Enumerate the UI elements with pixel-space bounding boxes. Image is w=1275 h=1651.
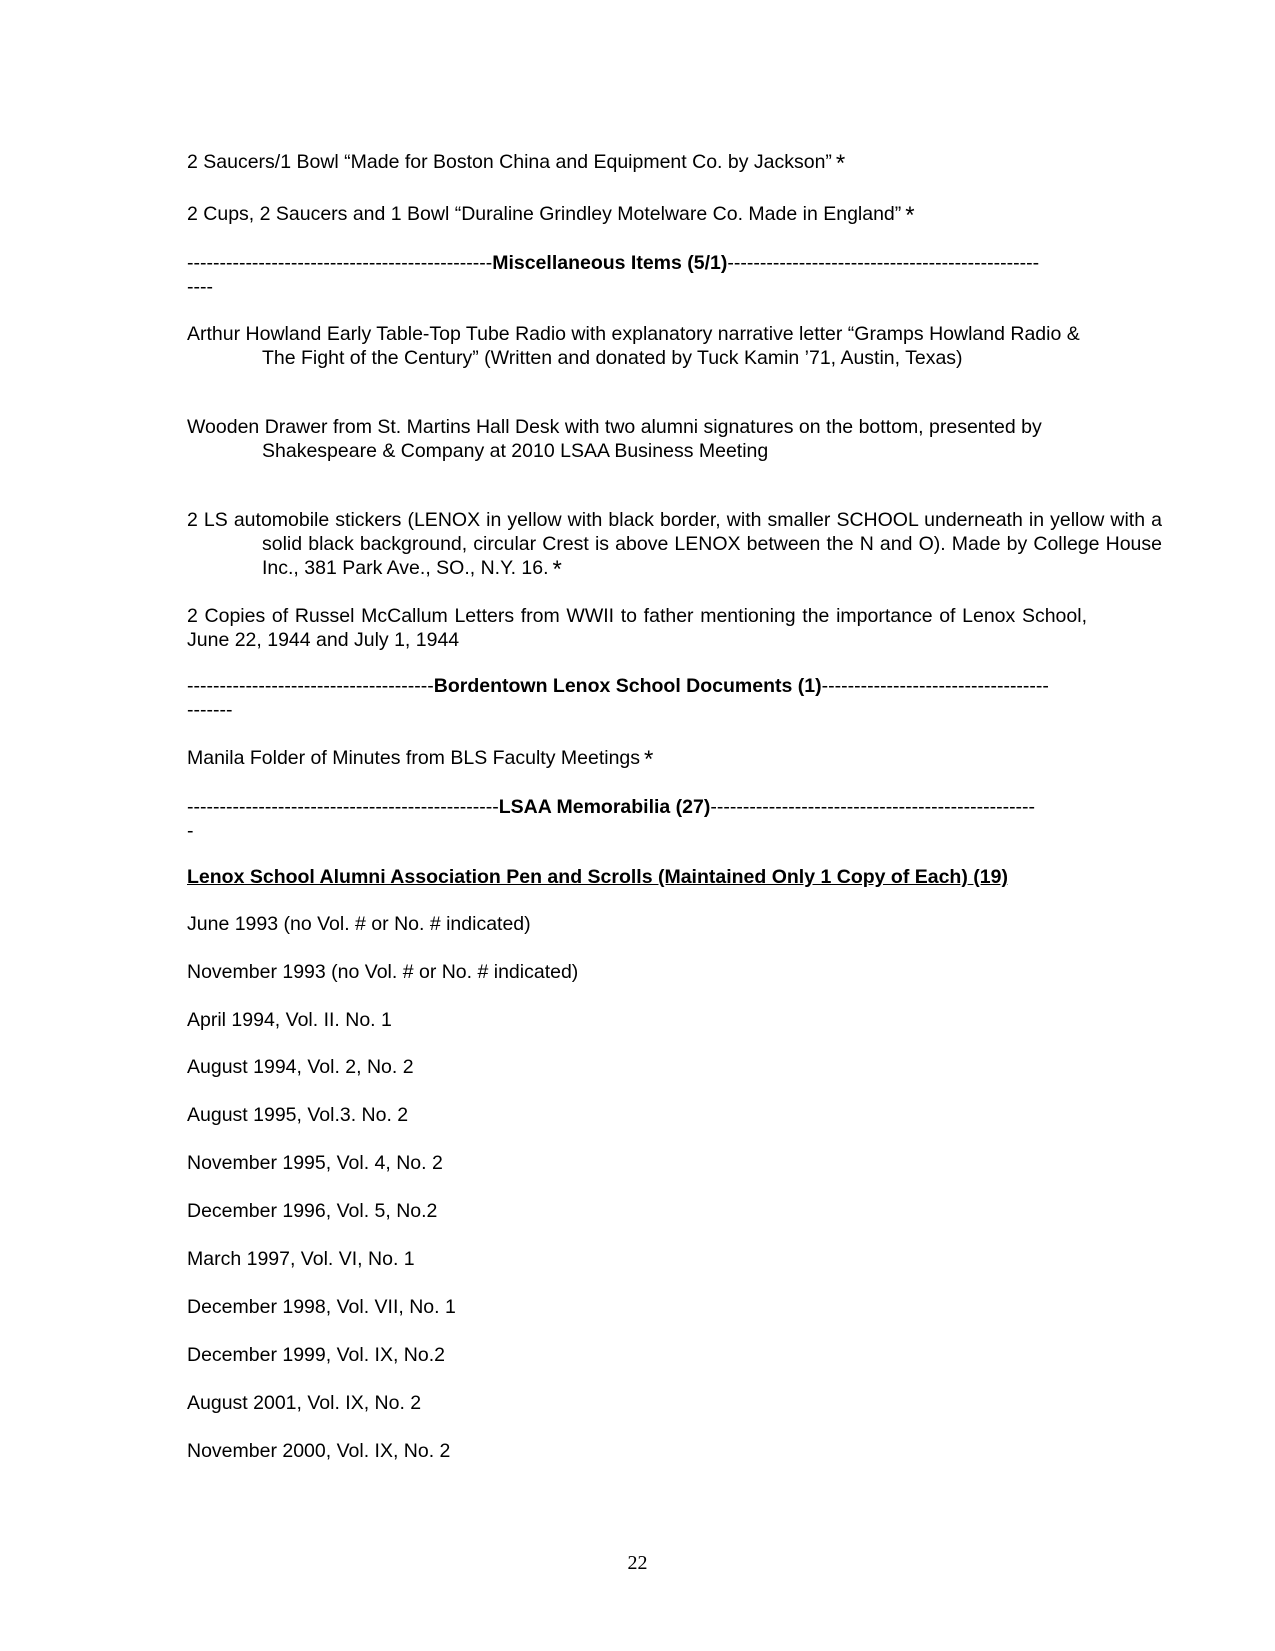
dash-rule: ------------------------------------------------ [187,796,499,818]
issue-text: November 2000, Vol. IX, No. 2 [187,1440,451,1462]
dash-rule-wrap: ---- [187,276,213,298]
dash-rule-wrap: - [187,820,194,842]
section-title: Bordentown Lenox School Documents (1) [433,675,822,697]
dash-rule: ----------------------------------- [821,675,1049,697]
issue-text: June 1993 (no Vol. # or No. # indicated) [187,913,531,935]
list-item [187,746,1087,773]
dash-rule-wrap: ------- [187,699,233,721]
item-text: 2 Cups, 2 Saucers and 1 Bowl “Duraline Grindley Motelware Co. Made in England” [187,203,902,225]
list-item [187,960,1087,984]
list-item [187,1439,1087,1463]
section-header-misc [187,251,1087,299]
list-item [187,322,1087,370]
list-item [187,1103,1087,1127]
list-item [187,1295,1087,1319]
issue-text: March 1997, Vol. VI, No. 1 [187,1248,415,1270]
list-item [187,1199,1087,1223]
list-item [187,1151,1087,1175]
list-item [187,1391,1087,1415]
item-text: 2 Copies of Russel McCallum Letters from WWII to father mentioning the importance of Lenox School, June 22, 1944 and July 1, 1944 [187,605,1087,651]
item-text-continued: Shakespeare & Company at 2010 LSAA Business Meeting [262,440,769,462]
list-item [187,912,1087,936]
item-text: 2 LS automobile stickers (LENOX in yellow with black border, with smaller SCHOOL underneath in yellow with a solid black background, circular Crest is above LENOX between the N and O). Made by College House Inc., 381 Park Ave., SO., N.Y. 16. [187,509,1162,579]
item-text: Arthur Howland Early Table-Top Tube Radio with explanatory narrative letter “Gramps Howland Radio & [187,323,1080,345]
list-item [187,1343,1087,1367]
dash-rule: ------------------------------------------------ [727,252,1040,274]
asterisk-mark: * [835,150,846,177]
issue-text: November 1993 (no Vol. # or No. # indicated) [187,961,579,983]
list-item [187,202,1087,229]
item-text: 2 Saucers/1 Bowl “Made for Boston China and Equipment Co. by Jackson” [187,151,832,173]
item-text: Manila Folder of Minutes from BLS Faculty Meetings [187,747,641,769]
issue-text: December 1996, Vol. 5, No.2 [187,1200,438,1222]
item-text: Wooden Drawer from St. Martins Hall Desk with two alumni signatures on the bottom, presented by [187,416,1042,438]
list-item [187,508,1162,583]
section-title: Miscellaneous Items (5/1) [492,252,728,274]
list-item [187,604,1087,652]
asterisk-mark: * [905,202,915,229]
issue-text: April 1994, Vol. II. No. 1 [187,1009,392,1031]
issue-text: August 1995, Vol.3. No. 2 [187,1104,409,1126]
section-header-bls [187,674,1087,722]
page-number: 22 [627,1552,648,1574]
subheading-text: Lenox School Alumni Association Pen and Scrolls (Maintained Only 1 Copy of Each) (19) [187,866,1008,888]
dash-rule: -------------------------------------- [187,675,434,697]
section-title: LSAA Memorabilia (27) [498,796,711,818]
issue-text: August 1994, Vol. 2, No. 2 [187,1056,414,1078]
issue-text: August 2001, Vol. IX, No. 2 [187,1392,422,1414]
asterisk-mark: * [644,746,654,773]
list-item [187,1055,1087,1079]
list-item [187,1008,1087,1032]
issue-text: November 1995, Vol. 4, No. 2 [187,1152,443,1174]
issue-text: December 1998, Vol. VII, No. 1 [187,1296,456,1318]
list-item [187,150,1087,177]
subheading [187,865,1087,889]
issue-text: December 1999, Vol. IX, No.2 [187,1344,445,1366]
item-text-continued: The Fight of the Century” (Written and donated by Tuck Kamin ’71, Austin, Texas) [262,347,963,369]
dash-rule: ----------------------------------------------- [187,252,493,274]
list-item [187,415,1087,463]
section-header-lsaa [187,795,1087,843]
asterisk-mark: * [552,556,562,583]
dash-rule: -------------------------------------------------- [710,796,1036,818]
list-item [187,1247,1087,1271]
